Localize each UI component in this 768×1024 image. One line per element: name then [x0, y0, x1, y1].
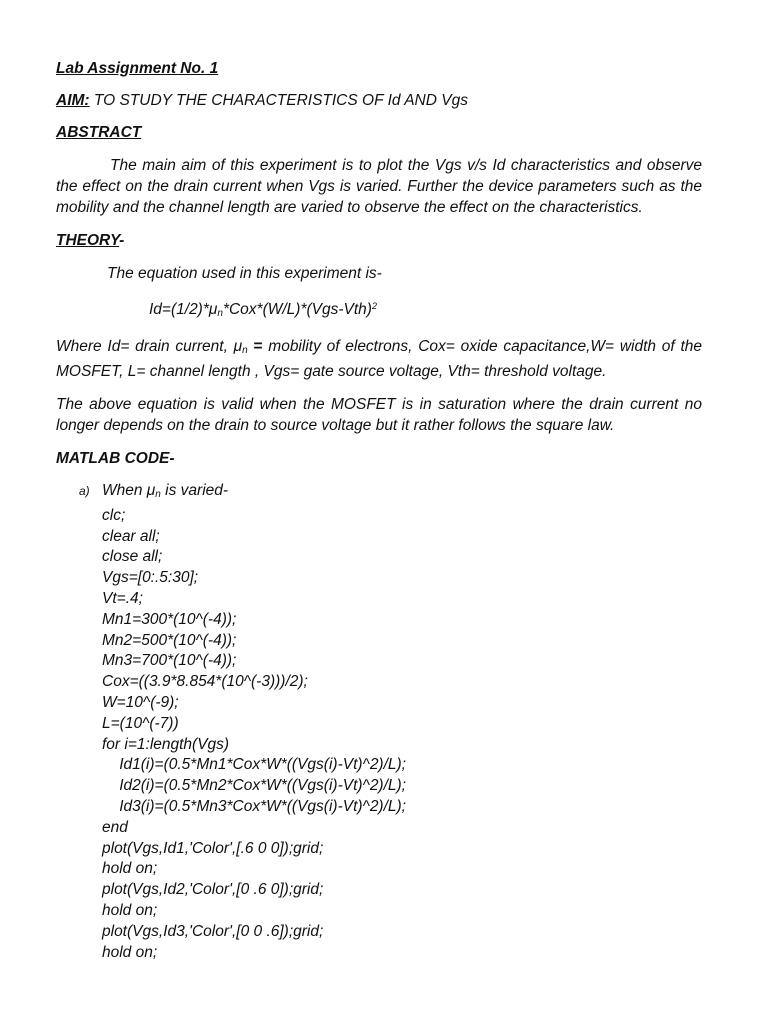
- equation-part2: *Cox*(W/L)*(Vgs-Vth): [222, 301, 372, 318]
- where-part3: mobility of electrons, Cox= oxide capacitance,W= width of the MOSFET, L= channel length , Vgs= gate source voltage, Vth= threshold voltage.: [56, 338, 702, 380]
- code-line: Vt=.4;: [102, 589, 143, 607]
- where-equals: =: [247, 338, 269, 355]
- code-line: Mn2=500*(10^(-4));: [102, 631, 237, 649]
- code-line: Vgs=[0:.5:30];: [102, 569, 199, 587]
- abstract-heading: ABSTRACT: [56, 124, 142, 141]
- code-line: close all;: [102, 548, 163, 566]
- code-line: Mn1=300*(10^(-4));: [102, 610, 237, 628]
- theory-heading-line: [56, 230, 702, 251]
- matlab-heading: MATLAB CODE: [56, 450, 170, 467]
- code-title-part1: When μ: [102, 482, 156, 499]
- assignment-title: Lab Assignment No. 1: [56, 60, 219, 77]
- code-line: hold on;: [102, 901, 158, 919]
- code-line: Mn3=700*(10^(-4));: [102, 652, 237, 670]
- code-section-title: [102, 481, 702, 506]
- validity-paragraph: The above equation is valid when the MOSFET is in saturation where the drain current no longer depends on the drain to source voltage but it rather follows the square law.: [56, 396, 702, 434]
- code-line: plot(Vgs,Id1,'Color',[.6 0 0]);grid;: [102, 839, 324, 857]
- theory-heading-suffix: -: [119, 232, 125, 249]
- aim-text: TO STUDY THE CHARACTERISTICS OF Id AND Vgs: [93, 92, 468, 109]
- drain-current-equation: [56, 296, 702, 324]
- code-line: Id1(i)=(0.5*Mn1*Cox*W*((Vgs(i)-Vt)^2)/L);: [102, 756, 406, 774]
- equation-superscript: 2: [371, 301, 377, 311]
- code-line: Cox=((3.9*8.854*(10^(-3)))/2);: [102, 673, 308, 691]
- code-title-subscript: n: [155, 489, 161, 500]
- code-line: hold on;: [102, 943, 158, 961]
- matlab-code-block: [56, 481, 702, 963]
- code-line: clear all;: [102, 527, 160, 545]
- variable-definitions: [56, 336, 702, 382]
- code-line: W=10^(-9);: [102, 693, 179, 711]
- code-line: hold on;: [102, 860, 158, 878]
- document-page: [56, 58, 702, 963]
- code-line: Id3(i)=(0.5*Mn3*Cox*W*((Vgs(i)-Vt)^2)/L);: [102, 797, 406, 815]
- where-part1: Where Id= drain current, μ: [56, 338, 243, 355]
- abstract-paragraph: The main aim of this experiment is to plot the Vgs v/s Id characteristics and observe the effect on the drain current when Vgs is varied. Further the device parameters such as the mobility and the channel length are varied to observe the effect on the characteristics.: [56, 157, 702, 216]
- list-marker: a): [79, 484, 90, 498]
- code-line: L=(10^(-7)): [102, 714, 179, 732]
- where-mu-subscript: n: [242, 345, 248, 356]
- aim-label: AIM:: [56, 92, 90, 109]
- aim-line: [56, 90, 702, 111]
- code-line: Id2(i)=(0.5*Mn2*Cox*W*((Vgs(i)-Vt)^2)/L);: [102, 777, 406, 795]
- code-line: clc;: [102, 506, 126, 524]
- equation-mu-subscript: n: [217, 308, 223, 319]
- theory-heading: THEORY: [56, 232, 120, 249]
- matlab-heading-line: [56, 448, 702, 469]
- code-lines: [102, 506, 702, 964]
- code-line: plot(Vgs,Id2,'Color',[0 .6 0]);grid;: [102, 881, 324, 899]
- code-line: end: [102, 818, 128, 836]
- matlab-heading-suffix: -: [169, 450, 175, 467]
- equation-part1: Id=(1/2)*μ: [149, 301, 218, 318]
- theory-intro: The equation used in this experiment is-: [107, 265, 382, 282]
- code-line: plot(Vgs,Id3,'Color',[0 0 .6]);grid;: [102, 922, 324, 940]
- code-title-part2: is varied-: [160, 482, 229, 499]
- code-line: for i=1:length(Vgs): [102, 735, 230, 753]
